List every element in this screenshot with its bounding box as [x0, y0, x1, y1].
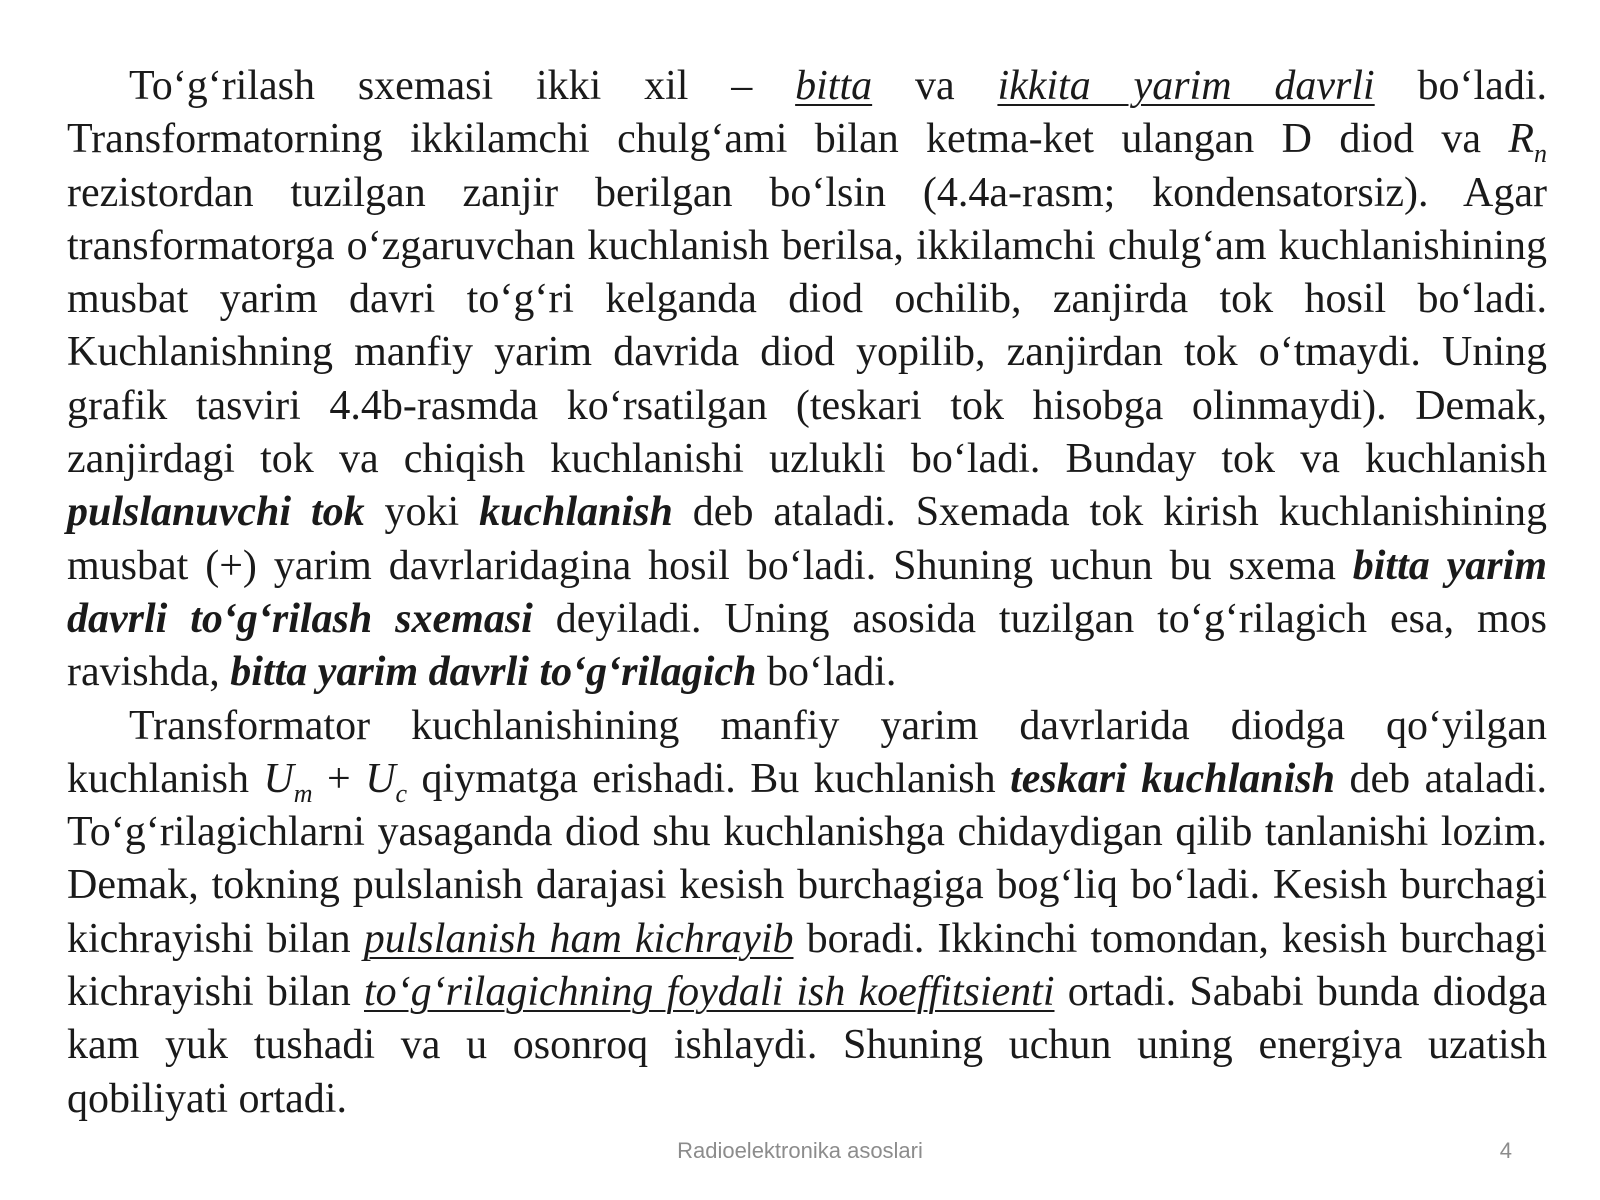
slide-body: [67, 60, 1547, 1126]
text-run: yoki: [364, 489, 480, 536]
bold-term: bitta yarim davrli to‘g‘rilagich: [230, 649, 757, 696]
text-run: deb ataladi. To‘g‘rilagichlarni yasaganda diod shu kuchlanishga chidaydigan qilib tanlanishi lozim. Demak, tokning pulslanish darajasi kesish burchagiga bog‘liq bo‘ladi. Kesish burchagi kichrayishi bilan: [67, 755, 1547, 962]
bold-term: teskari kuchlanish: [1010, 755, 1335, 802]
math-subscript: c: [395, 778, 408, 808]
text-run: To‘g‘rilash sxemasi ikki xil –: [129, 63, 796, 109]
math-main: U: [365, 755, 396, 802]
footer-title: Radioelektronika asoslari: [677, 1138, 923, 1163]
text-run: bo‘ladi. Transformatorning ikkilamchi chulg‘ami bilan ketma-ket ulangan D diod va: [67, 63, 1547, 163]
math-symbol-um: [263, 755, 313, 808]
underlined-term: ikkita yarim davrli: [997, 63, 1375, 109]
text-run: ortadi. Sababi bunda diodga kam yuk tushadi va u osonroq ishlaydi. Shuning uchun uning energiya uzatish qobiliyati ortadi.: [67, 969, 1547, 1122]
underlined-term: pulslanish ham kichrayib: [363, 915, 794, 962]
underlined-term: to‘g‘rilagichning foydali ish koeffitsienti: [364, 969, 1055, 1016]
math-symbol-rn: [1508, 116, 1547, 169]
math-subscript: n: [1534, 139, 1547, 169]
math-main: R: [1508, 116, 1534, 163]
text-run: va: [872, 63, 998, 109]
math-main: U: [263, 755, 294, 802]
text-run: boradi. Ikkinchi tomondan, kesish burchagi kichrayishi bilan: [67, 915, 1547, 1016]
text-run: deb ataladi. Sxemada tok kirish kuchlanishining musbat (+) yarim davrlaridagina hosil bo‘ladi. Shuning uchun bu sxema: [67, 489, 1548, 589]
text-run: bo‘ladi.: [756, 649, 897, 696]
text-run: deyiladi. Uning asosida tuzilgan to‘g‘rilagich esa, mos ravishda,: [67, 595, 1547, 696]
bold-term: bitta yarim davrli to‘g‘rilash sxemasi: [67, 542, 1547, 642]
bold-term: pulslanuvchi tok: [67, 489, 365, 536]
paragraph-1: [67, 60, 1547, 700]
math-subscript: m: [293, 778, 313, 808]
text-run: qiymatga erishadi. Bu kuchlanish: [407, 755, 1011, 802]
text-run: rezistordan tuzilgan zanjir berilgan bo‘lsin (4.4a-rasm; kondensatorsiz). Agar transformatorga o‘zgaruvchan kuchlanish berilsa, ikkilamchi chulg‘am kuchlanishining musbat yarim davri to‘g‘ri kelganda diod ochilib, zanjirda tok hosil bo‘ladi. Kuchlanishning manfiy yarim davrida diod yopilib, zanjirdan tok o‘tmaydi. Uning grafik tasviri 4.4b-rasmda ko‘rsatilgan (teskari tok hisobga olinmaydi). Demak, zanjirdagi tok va chiqish kuchlanishi uzlukli bo‘ladi. Bunday tok va kuchlanish: [67, 169, 1547, 483]
page-number: 4: [1499, 1138, 1512, 1163]
math-symbol-uc: [365, 755, 408, 808]
math-operator: +: [312, 755, 366, 802]
bold-term: kuchlanish: [479, 489, 673, 536]
text-run: Transformator kuchlanishining manfiy yarim davrlarida diodga qo‘yilgan kuchlanish: [67, 702, 1547, 802]
underlined-term: bitta: [795, 63, 873, 109]
paragraph-2: [67, 700, 1547, 1126]
